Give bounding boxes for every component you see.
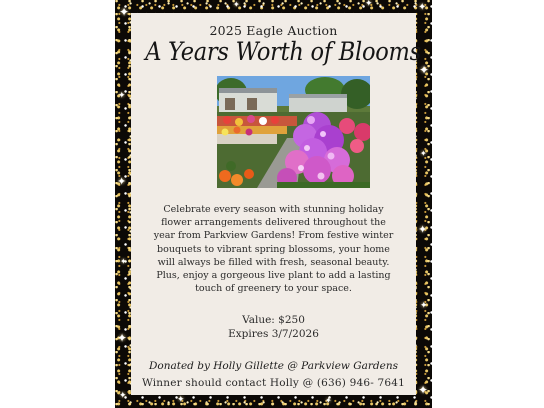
script-title: A Years Worth of Blooms bbox=[145, 37, 421, 66]
event-title: 2025 Eagle Auction bbox=[209, 23, 338, 38]
sparkle-icon: ✦ bbox=[418, 223, 428, 236]
sparkle-icon: ✦ bbox=[120, 257, 127, 266]
sparkle-icon: ✦ bbox=[177, 395, 185, 405]
sparkle-icon: ✦ bbox=[119, 5, 130, 19]
sparkle-icon: ✦ bbox=[117, 175, 127, 188]
sparkle-icon: ✦ bbox=[418, 383, 429, 397]
sparkle-icon: ✦ bbox=[325, 396, 332, 405]
sparkle-icon: ✦ bbox=[420, 301, 428, 311]
sparkle-icon: ✦ bbox=[117, 331, 128, 345]
sparkle-icon: ✦ bbox=[419, 63, 430, 77]
flyer-page bbox=[115, 0, 432, 408]
expires-text: Expires 3/7/2026 bbox=[228, 328, 319, 340]
greenhouse-flowers-photo bbox=[217, 76, 370, 188]
sparkle-icon: ✦ bbox=[119, 391, 127, 401]
description-text: Celebrate every season with stunning holiday flower arrangements delivered throughout the year from Parkview Gardens! From festive winter bouquets to vibrant spring blossoms, your home will always be filled with fresh, seasonal beauty. Plus, enjoy a gorgeous live plant to add a lasting touch of greenery to your space. bbox=[153, 204, 394, 295]
sparkle-icon: ✦ bbox=[233, 0, 240, 9]
sparkle-icon: ✦ bbox=[418, 2, 427, 13]
flyer-card bbox=[131, 13, 421, 395]
contact-text: Winner should contact Holly @ (636) 946- 7641 bbox=[141, 377, 406, 389]
value-text: Value: $250 bbox=[242, 314, 305, 326]
donated-by-text: Donated by Holly Gillette @ Parkview Gardens bbox=[148, 360, 399, 372]
sparkle-icon: ✦ bbox=[420, 149, 427, 158]
sparkle-icon: ✦ bbox=[365, 0, 373, 9]
sparkle-icon: ✦ bbox=[118, 91, 126, 101]
